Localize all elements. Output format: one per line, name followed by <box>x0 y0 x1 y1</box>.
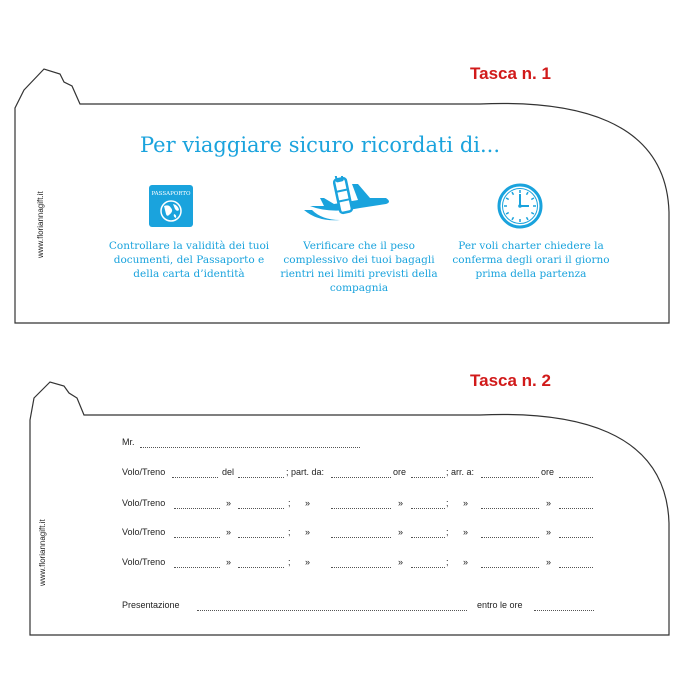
row-departure-field[interactable] <box>331 567 391 568</box>
row-arrival-time-field[interactable] <box>559 508 593 509</box>
row-departure-field[interactable] <box>331 537 391 538</box>
row-volo-field[interactable] <box>174 508 220 509</box>
ditto-mark: » <box>226 557 232 567</box>
ditto-mark: » <box>305 527 311 537</box>
semicolon: ; <box>446 557 449 567</box>
entro-label: entro le ore <box>477 600 523 610</box>
presentazione-field[interactable] <box>197 610 467 611</box>
ditto-mark: » <box>463 527 469 537</box>
ditto-mark: » <box>463 557 469 567</box>
row-date-field[interactable] <box>238 508 284 509</box>
tip-charter-confirm: Per voli charter chiedere la conferma degli orari il giorno prima della partenza <box>452 240 610 280</box>
row1-arr-label: ; arr. a: <box>446 467 475 477</box>
reminder-headline: Per viaggiare sicuro ricordati di... <box>140 133 501 157</box>
row1-ore-label: ore <box>393 467 407 477</box>
row-arrival-field[interactable] <box>481 537 539 538</box>
row-arrival-time-field[interactable] <box>559 537 593 538</box>
row-arrival-field[interactable] <box>481 508 539 509</box>
pocket-2-title: Tasca n. 2 <box>470 371 551 390</box>
semicolon: ; <box>288 498 291 508</box>
pocket-1-title: Tasca n. 1 <box>470 64 551 83</box>
ditto-mark: » <box>398 527 404 537</box>
ditto-mark: » <box>398 557 404 567</box>
ditto-mark: » <box>546 527 552 537</box>
presentazione-label: Presentazione <box>122 600 180 610</box>
row-departure-time-field[interactable] <box>411 567 445 568</box>
row-volo-label: Volo/Treno <box>122 557 166 567</box>
passport-icon <box>148 184 194 228</box>
row1-ore2-label: ore <box>541 467 555 477</box>
ditto-mark: » <box>305 557 311 567</box>
tip-documents: Controllare la validità dei tuoi documenti, del Passaporto e della carta d’identità <box>108 240 270 280</box>
mr-field[interactable] <box>140 447 360 448</box>
entro-time-field[interactable] <box>534 610 594 611</box>
row-volo-label: Volo/Treno <box>122 527 166 537</box>
row-volo-field[interactable] <box>174 537 220 538</box>
pocket-2-website: www.floriannagift.it <box>38 519 47 586</box>
row-date-field[interactable] <box>238 567 284 568</box>
passport-label: PASSAPORTO <box>151 191 191 197</box>
ditto-mark: » <box>546 557 552 567</box>
row-arrival-time-field[interactable] <box>559 567 593 568</box>
row1-departure-time-field[interactable] <box>411 477 445 478</box>
semicolon: ; <box>446 498 449 508</box>
row1-arrival-field[interactable] <box>481 477 539 478</box>
tip-luggage-weight: Verificare che il peso complessivo dei tuoi bagagli rientri nei limiti previsti della compagnia <box>280 240 438 294</box>
airplane-luggage-icon <box>300 176 392 234</box>
row1-volo-label: Volo/Treno <box>122 467 166 477</box>
row-departure-time-field[interactable] <box>411 537 445 538</box>
pocket-1-website: www.floriannagift.it <box>36 191 45 258</box>
row1-arrival-time-field[interactable] <box>559 477 593 478</box>
ditto-mark: » <box>226 527 232 537</box>
row-volo-label: Volo/Treno <box>122 498 166 508</box>
semicolon: ; <box>288 557 291 567</box>
ditto-mark: » <box>226 498 232 508</box>
ditto-mark: » <box>398 498 404 508</box>
row1-date-field[interactable] <box>238 477 284 478</box>
row-departure-field[interactable] <box>331 508 391 509</box>
ditto-mark: » <box>546 498 552 508</box>
semicolon: ; <box>288 527 291 537</box>
row1-part-label: ; part. da: <box>286 467 325 477</box>
row-departure-time-field[interactable] <box>411 508 445 509</box>
semicolon: ; <box>446 527 449 537</box>
row-arrival-field[interactable] <box>481 567 539 568</box>
ditto-mark: » <box>305 498 311 508</box>
row1-del-label: del <box>222 467 235 477</box>
row1-volo-field[interactable] <box>172 477 218 478</box>
row-volo-field[interactable] <box>174 567 220 568</box>
mr-label: Mr. <box>122 437 135 447</box>
row1-departure-field[interactable] <box>331 477 391 478</box>
ditto-mark: » <box>463 498 469 508</box>
clock-icon <box>496 182 544 230</box>
row-date-field[interactable] <box>238 537 284 538</box>
